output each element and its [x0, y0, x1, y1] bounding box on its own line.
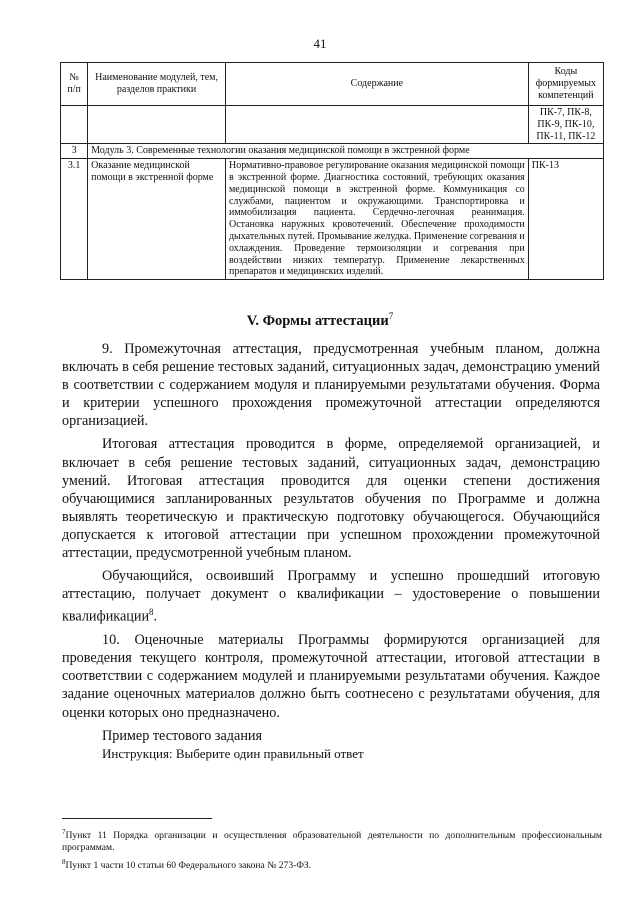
header-name: Наименование модулей, тем, разделов практики	[88, 63, 226, 106]
cell-empty	[225, 106, 528, 144]
footnote-num: 7	[62, 828, 66, 836]
section-title	[0, 311, 640, 330]
module-title: Модуль 3. Современные технологии оказания медицинской помощи в экстренной форме	[88, 144, 604, 159]
table-row	[61, 106, 604, 144]
program-table	[60, 62, 604, 280]
module-num: 3	[61, 144, 88, 159]
cell-empty	[88, 106, 226, 144]
paragraph-text: Обучающийся, освоивший Программу и успешно прошедший итоговую аттестацию, получает документ о квалификации – удостоверение о повышении квалификации	[62, 568, 600, 626]
header-codes: Коды формируемых компетенций	[528, 63, 603, 106]
table-row	[61, 159, 604, 280]
footnote-text: Пункт 1 части 10 статьи 60 Федерального закона № 273-ФЗ.	[65, 860, 312, 872]
module-row	[61, 144, 604, 159]
footnote	[62, 856, 602, 872]
paragraph	[62, 567, 600, 626]
footnote-num: 8	[62, 858, 66, 867]
example-title: Пример тестового задания	[102, 727, 263, 744]
paragraph: 9. Промежуточная аттестация, предусмотренная учебным планом, должна включать в себя решение тестовых заданий, ситуационных задач, демонстрацию умений в соответствии с содержанием модуля и планируемыми результатами обучения. Форма и критерии успешного прохождения промежуточной аттестации определяются организацией.	[62, 341, 600, 430]
footnote-ref: 7	[388, 311, 394, 321]
footnotes	[62, 826, 602, 874]
cell-empty	[61, 106, 88, 144]
item-num: 3.1	[61, 159, 88, 280]
header-content: Содержание	[225, 63, 528, 106]
item-content: Нормативно-правовое регулирование оказания медицинской помощи в экстренной форме. Диагностика состояний, требующих оказания медицинской помощи в экстренной форме. Коммуникация со службами, пациентом и окружающими. Транспортировка и иммобилизация пациента. Сердечно-легочная реанимация. Остановка наружных кровотечений. Обеспечение проходимости дыхательных путей. Промывание желудка. Применение согревания и охлаждения. Проведение термоизоляции и согревания при воздействии низких температур. Применение лекарственных препаратов и медицинских изделий.	[225, 159, 528, 280]
paragraph: Итоговая аттестация проводится в форме, определяемой организацией, и включает в себя решение тестовых заданий, ситуационных задач, демонстрацию умений. Итоговая аттестация проводится для оценки степени достижения обучающимися запланированных результатов обучения по Программе и должна выявлять теоретическую и практическую подготовку обучающегося. Обучающийся допускается к итоговой аттестации при успешном прохождении промежуточной аттестации, предусмотренной учебным планом.	[62, 436, 600, 562]
header-num: № п/п	[61, 63, 88, 106]
paragraph: 10. Оценочные материалы Программы формируются организацией для проведения текущего контроля, промежуточной аттестации, итоговой аттестации в соответствии с содержанием модулей и планируемыми результатами обучения. Каждое задание оценочных материалов должно быть соотнесено с результатами обучения, для оценки которых оно предназначено.	[62, 632, 600, 721]
footnote-ref: 8	[149, 607, 154, 618]
body-text	[62, 340, 600, 763]
table-header-row	[61, 63, 604, 106]
page-number: 41	[313, 36, 327, 51]
item-codes: ПК-13	[528, 159, 603, 280]
footnote	[62, 826, 602, 854]
instruction-text: Инструкция: Выберите один правильный ответ	[102, 745, 364, 761]
cell-codes: ПК-7, ПК-8, ПК-9, ПК-10, ПК-11, ПК-12	[528, 106, 603, 144]
section-title-text: V. Формы аттестации	[246, 312, 389, 329]
paragraph-end: .	[153, 609, 158, 626]
footnote-divider	[62, 818, 212, 819]
item-name: Оказание медицинской помощи в экстренной форме	[88, 159, 226, 280]
footnote-text: Пункт 11 Порядка организации и осуществления образовательной деятельности по дополнительным профессиональным программам.	[62, 830, 602, 854]
